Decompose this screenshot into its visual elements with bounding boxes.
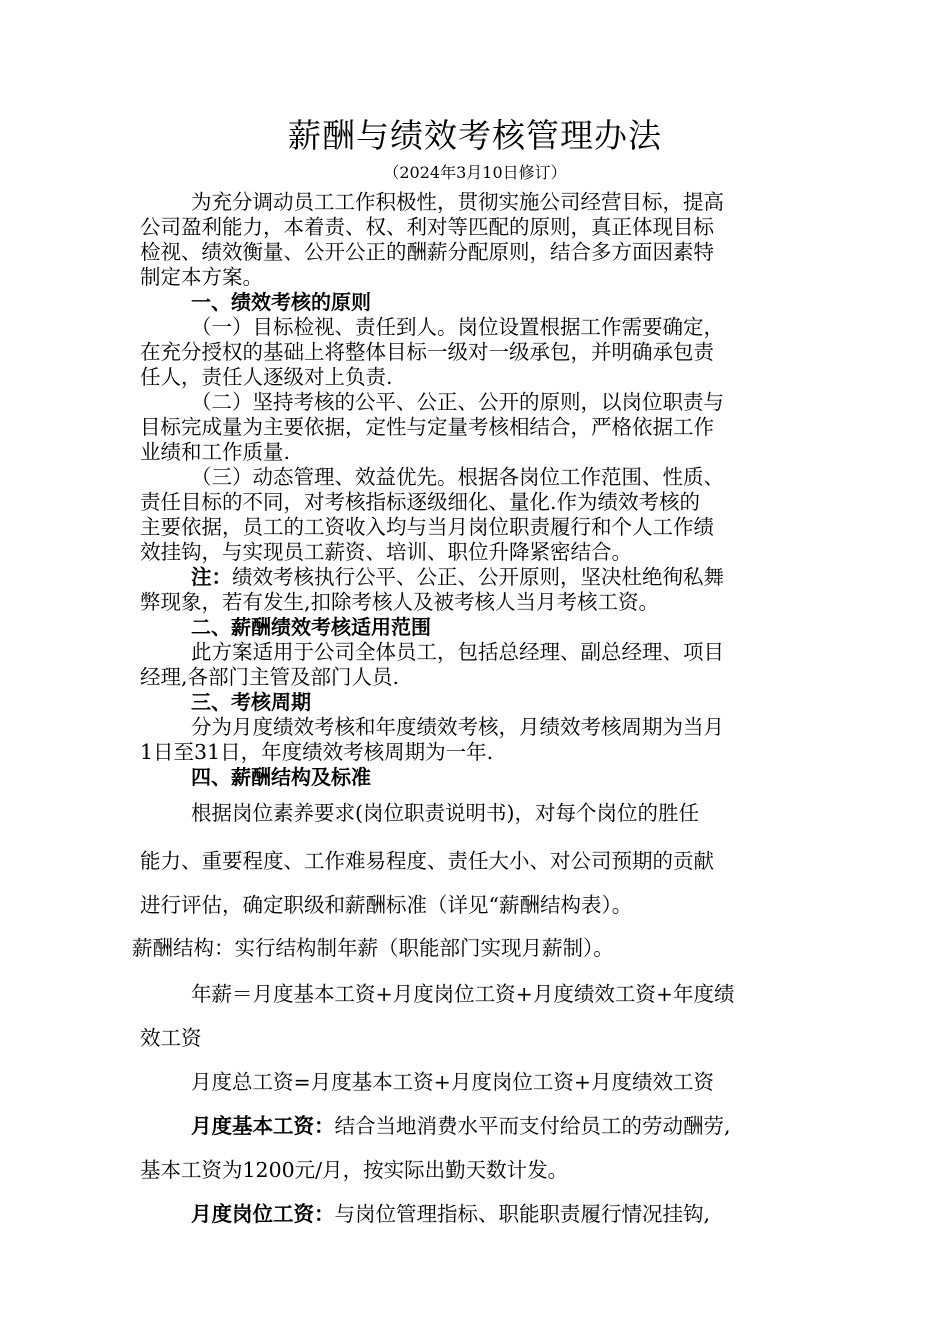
principle-2-line-3: 业绩和工作质量.: [140, 440, 291, 464]
principle-3-line-1: （三）动态管理、效益优先。根据各岗位工作范围、性质、: [191, 465, 724, 489]
scope-line-1: 此方案适用于公司全体员工，包括总经理、副总经理、项目: [191, 640, 724, 664]
position-salary-label: 月度岗位工资：: [191, 1202, 335, 1226]
section-heading-3: 三、考核周期: [191, 690, 311, 714]
basic-salary-label: 月度基本工资：: [191, 1114, 335, 1138]
principle-1-line-2: 在充分授权的基础上将整体目标一级对一级承包，并明确承包责: [140, 340, 714, 364]
intro-line-3: 检视、绩效衡量、公开公正的酬薪分配原则，结合多方面因素特: [140, 240, 714, 264]
basic-salary-text: 结合当地消费水平而支付给员工的劳动酬劳,: [334, 1114, 731, 1138]
structure-line-2: 能力、重要程度、工作难易程度、责任大小、对公司预期的贡献: [140, 849, 714, 873]
position-salary-text: 与岗位管理指标、职能职责履行情况挂钩,: [334, 1202, 711, 1226]
document-subtitle: （2024年3月10日修订）: [383, 163, 567, 182]
principle-3-line-3: 主要依据，员工的工资收入均与当月岗位职责履行和个人工作绩: [140, 515, 714, 539]
note-line-2: 弊现象，若有发生,扣除考核人及被考核人当月考核工资。: [140, 590, 660, 614]
intro-line-1: 为充分调动员工工作积极性，贯彻实施公司经营目标，提高: [191, 190, 724, 214]
structure-line-4: 薪酬结构：实行结构制年薪（职能部门实现月薪制）。: [132, 936, 614, 960]
principle-2-line-1: （二）坚持考核的公平、公正、公开的原则，以岗位职责与: [191, 390, 724, 414]
monthly-total-line: 月度总工资=月度基本工资+月度岗位工资+月度绩效工资: [191, 1070, 715, 1094]
document-title: 薪酬与绩效考核管理办法: [288, 116, 662, 155]
section-heading-2: 二、薪酬绩效考核适用范围: [191, 615, 431, 639]
note-text: 绩效考核执行公平、公正、公开原则，坚决杜绝徇私舞: [232, 565, 724, 589]
note-label: 注：: [191, 565, 232, 589]
section-heading-1: 一、绩效考核的原则: [191, 290, 371, 314]
principle-2-line-2: 目标完成量为主要依据，定性与定量考核相结合，严格依据工作: [140, 415, 714, 439]
intro-line-4: 制定本方案。: [140, 265, 263, 289]
note-line-1: [191, 564, 724, 590]
annual-salary-line-2: 效工资: [140, 1026, 202, 1050]
scope-line-2: 经理,各部门主管及部门人员.: [140, 665, 400, 689]
basic-salary-line-1: [191, 1113, 731, 1139]
principle-1-line-3: 任人，责任人逐级对上负责.: [140, 365, 393, 389]
cycle-line-1: 分为月度绩效考核和年度绩效考核，月绩效考核周期为当月: [191, 715, 724, 739]
principle-1-line-1: （一）目标检视、责任到人。岗位设置根据工作需要确定，: [191, 315, 724, 339]
position-salary-line-1: [191, 1201, 710, 1227]
intro-line-2: 公司盈利能力，本着责、权、利对等匹配的原则，真正体现目标: [140, 215, 714, 239]
basic-salary-line-2: 基本工资为1200元/月，按实际出勤天数计发。: [140, 1158, 569, 1182]
cycle-line-2: 1日至31日，年度绩效考核周期为一年.: [140, 740, 494, 764]
section-heading-4: 四、薪酬结构及标准: [191, 765, 371, 789]
structure-line-3: 进行评估，确定职级和薪酬标准（详见“薪酬结构表）。: [140, 893, 633, 917]
principle-3-line-2: 责任目标的不同，对考核指标逐级细化、量化.作为绩效考核的: [140, 490, 701, 514]
annual-salary-line-1: 年薪＝月度基本工资+月度岗位工资+月度绩效工资+年度绩: [191, 982, 735, 1006]
principle-3-line-4: 效挂钩，与实现员工薪资、培训、职位升降紧密结合。: [140, 540, 632, 564]
structure-line-1: 根据岗位素养要求(岗位职责说明书)，对每个岗位的胜任: [191, 801, 699, 825]
